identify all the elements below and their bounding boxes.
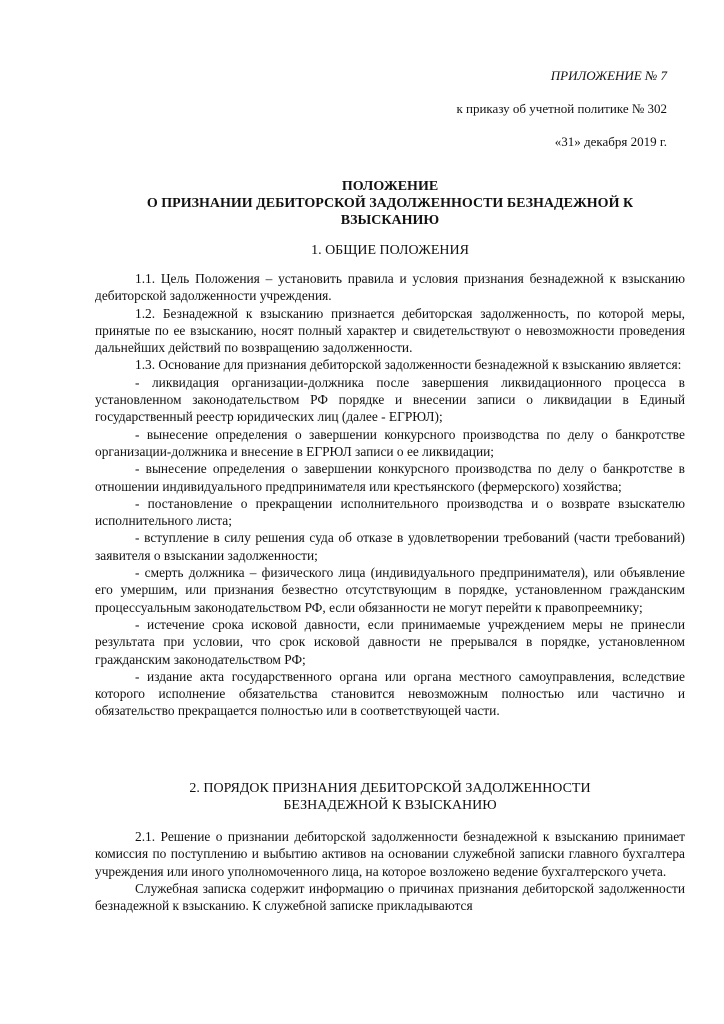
document-title	[95, 178, 685, 229]
list-item: - ликвидация организации-должника после завершения ликвидационного процесса в установленном законодательством РФ порядке и внесении записи о ликвидации в Единый государственный реестр юридических лиц (далее - ЕГРЮЛ);	[95, 374, 685, 425]
section-heading	[95, 780, 685, 814]
section-body	[95, 828, 685, 914]
list-item: - истечение срока исковой давности, если принимаемые учреждением меры не принесли результата при условии, что срок исковой давности не прерывался в порядке, установленном гражданским законодательством РФ;	[95, 616, 685, 667]
list-item: - постановление о прекращении исполнительного производства и о возврате взыскателю исполнительного листа;	[95, 495, 685, 529]
section-heading-line: БЕЗНАДЕЖНОЙ К ВЗЫСКАНИЮ	[283, 798, 497, 813]
document-date: «31» декабря 2019 г.	[554, 134, 667, 149]
title-line: О ПРИЗНАНИИ ДЕБИТОРСКОЙ ЗАДОЛЖЕННОСТИ БЕЗНАДЕЖНОЙ К	[146, 196, 634, 211]
paragraph: 1.3. Основание для признания дебиторской задолженности безнадежной к взысканию является:	[135, 357, 682, 373]
list-item: - вступление в силу решения суда об отказе в удовлетворении требований (части требований) заявителя о взыскании задолженности;	[95, 530, 685, 563]
title-line: ПОЛОЖЕНИЕ	[341, 179, 439, 194]
list-item: - вынесение определения о завершении конкурсного производства по делу о банкротстве в отношении индивидуального предпринимателя или крестьянского (фермерского) хозяйства;	[95, 461, 685, 494]
section-body	[95, 270, 685, 720]
title-line: ВЗЫСКАНИЮ	[340, 213, 440, 228]
section-heading: 1. ОБЩИЕ ПОЛОЖЕНИЯ	[311, 243, 469, 258]
paragraph: 1.2. Безнадежной к взысканию признается дебиторская задолженность, по которой меры, принятые по ее взысканию, носят полный характер и свидетельствуют о невозможности проведения дальнейших действий по возвращению задолженности.	[95, 305, 685, 356]
list-item: - вынесение определения о завершении конкурсного производства по делу о банкротстве организации-должника и внесение в ЕГРЮЛ записи о ее ликвидации;	[95, 426, 685, 459]
list-item: - смерть должника – физического лица (индивидуального предпринимателя), или объявление его умершим, или признания безвестно отсутствующим в порядке, установленном гражданским процессуальным законодательством РФ, если обязанности не могут перейти к правопреемнику;	[95, 565, 685, 615]
paragraph: Служебная записка содержит информацию о причинах признания дебиторской задолженности безнадежной к взысканию. К служебной записке прикладываются	[95, 880, 685, 914]
order-reference: к приказу об учетной политике № 302	[456, 101, 667, 116]
paragraph: 1.1. Цель Положения – установить правила и условия признания безнадежной к взысканию дебиторской задолженности учреждения.	[95, 271, 685, 304]
paragraph: 2.1. Решение о признании дебиторской задолженности безнадежной к взысканию принимает комиссия по поступлению и выбытию активов на основании служебной записки главного бухгалтера учреждения или иного уполномоченного лица, на которое возложено ведение бухгалтерского учета.	[95, 829, 685, 879]
appendix-label: ПРИЛОЖЕНИЕ № 7	[550, 68, 667, 83]
section-heading-line: 2. ПОРЯДОК ПРИЗНАНИЯ ДЕБИТОРСКОЙ ЗАДОЛЖЕННОСТИ	[189, 781, 591, 796]
list-item: - издание акта государственного органа или органа местного самоуправления, вследствие которого исполнение обязательства становится невозможным полностью или частично и обязательство прекращается полностью или в соответствующей части.	[95, 668, 685, 719]
